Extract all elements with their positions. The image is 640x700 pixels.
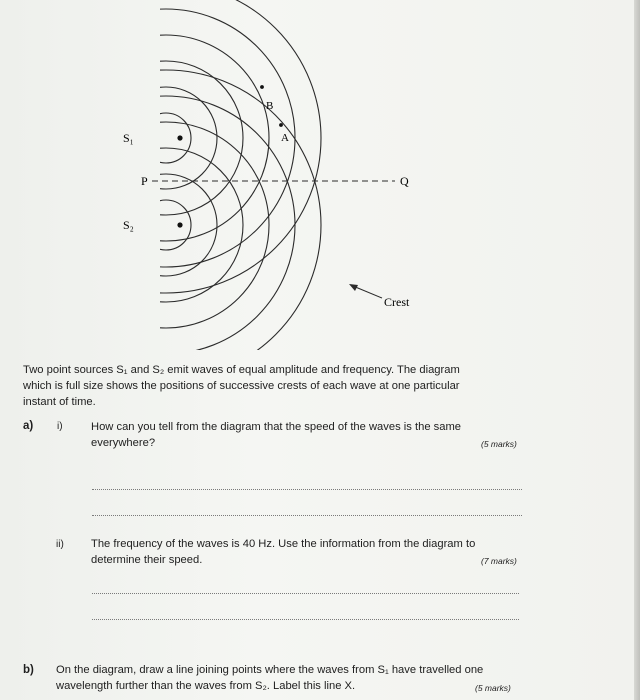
crest-arrowhead (349, 284, 358, 291)
s1-crest (11, 0, 321, 293)
s1-crest (89, 61, 243, 215)
question-b-label: b) (23, 664, 34, 676)
s1-crest (37, 9, 295, 267)
question-line: How can you tell from the diagram that the speed of the waves is the same (91, 421, 462, 433)
answer-line[interactable] (92, 489, 522, 490)
label-s1: S₁ (123, 131, 134, 145)
crest-arrow-line (353, 286, 382, 298)
s2-crest (37, 96, 295, 350)
label-b: B (266, 100, 274, 112)
source-s1-dot (177, 135, 182, 140)
label-crest: Crest (384, 295, 410, 309)
label-p: P (141, 174, 148, 188)
s2-crest (89, 148, 243, 302)
question-line: The frequency of the waves is 40 Hz. Use the information from the diagram to (91, 538, 476, 550)
intro-line: Two point sources S₁ and S₂ emit waves of equal amplitude and frequency. The diagram (23, 364, 460, 376)
s2-crest (141, 200, 191, 250)
point-a-dot (279, 123, 283, 127)
point-b-dot (260, 85, 264, 89)
s2-crest (11, 70, 321, 350)
question-line: On the diagram, draw a line joining points where the waves from S₁ have travelled one (56, 664, 484, 676)
question-a-i-text (91, 419, 461, 451)
question-a-ii-number: ii) (56, 539, 64, 550)
question-a-ii-text (91, 536, 475, 568)
source-s2-dot (177, 222, 182, 227)
intro-paragraph (23, 362, 513, 410)
s2-crest (63, 122, 269, 328)
question-a-label: a) (23, 420, 34, 432)
s1-wave-crests (11, 0, 321, 293)
question-a-ii-marks: (7 marks) (481, 556, 517, 566)
label-q: Q (400, 174, 409, 188)
intro-line: which is full size shows the positions of successive crests of each wave at one particular (23, 380, 460, 392)
answer-line[interactable] (92, 619, 519, 620)
s2-wave-crests (11, 70, 321, 350)
answer-line[interactable] (92, 515, 522, 516)
question-b-marks: (5 marks) (475, 683, 511, 693)
question-a-i-number: i) (57, 421, 63, 432)
answer-line[interactable] (92, 593, 519, 594)
question-line: wavelength further than the waves from S₂. Label this line X. (56, 680, 356, 692)
label-s2: S₂ (123, 218, 134, 232)
question-line: everywhere? (91, 437, 156, 449)
label-a: A (281, 132, 289, 144)
s1-crest (63, 35, 269, 241)
question-b-text (56, 662, 483, 694)
question-a-i-marks: (5 marks) (481, 439, 517, 449)
question-line: determine their speed. (91, 554, 203, 566)
s1-crest (141, 113, 191, 163)
intro-line: instant of time. (23, 396, 96, 408)
